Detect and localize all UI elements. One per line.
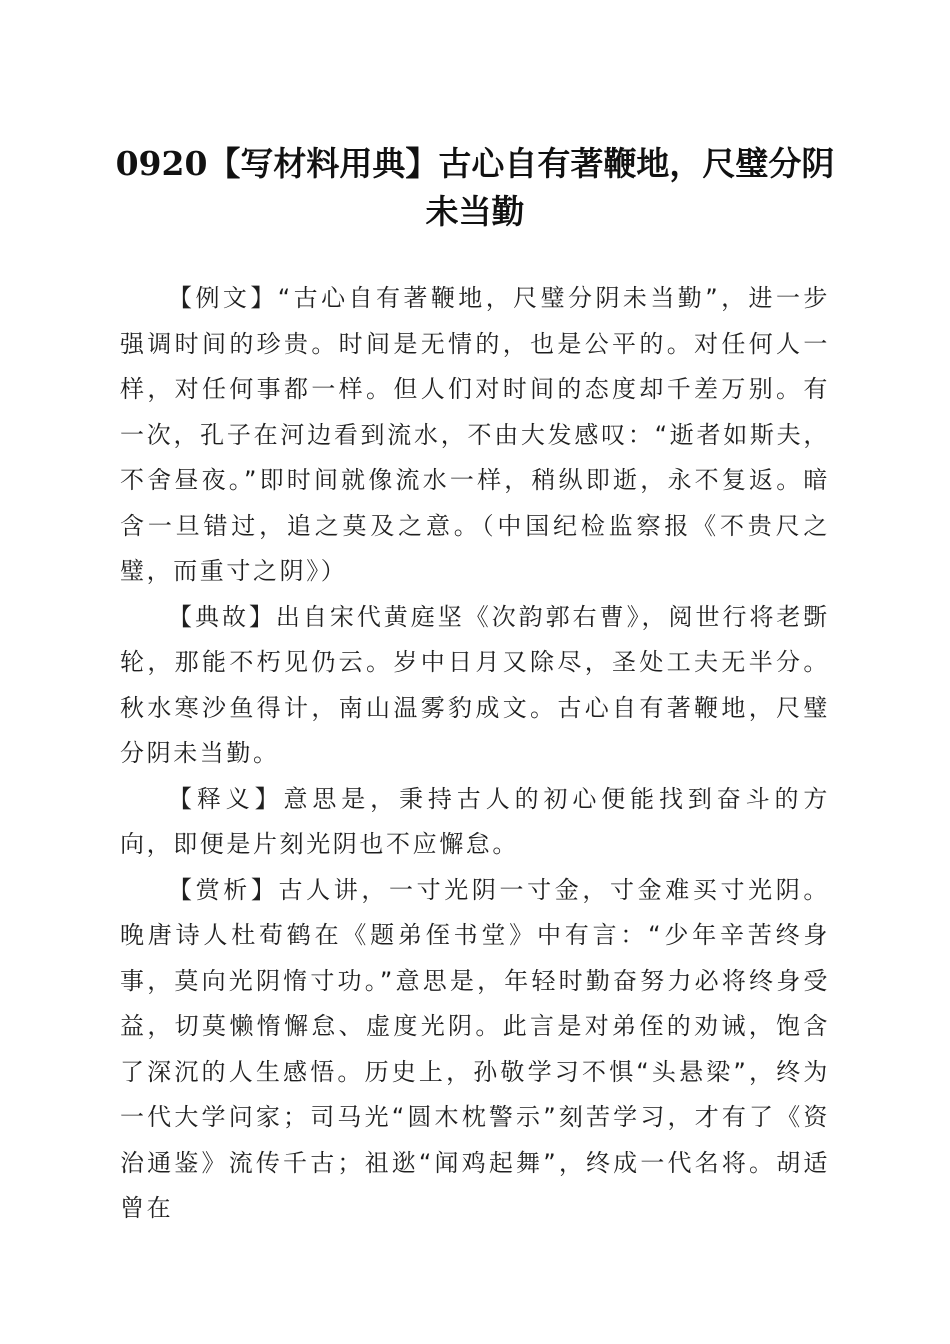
paragraph-example: 【例文】“古心自有著鞭地，尺璧分阴未当勤”，进一步强调时间的珍贵。时间是无情的，也是公平的。对任何人一样，对任何事都一样。但人们对时间的态度却千差万别。有一次，孔子在河边看到流水，不由大发感叹：“逝者如斯夫，不舍昼夜。”即时间就像流水一样，稍纵即逝，永不复返。暗含一旦错过，追之莫及之意。（中国纪检监察报《不贵尺之璧，而重寸之阴》）: [120, 284, 830, 585]
document-body: [120, 276, 830, 1232]
document-title: 0920【写材料用典】古心自有著鞭地，尺璧分阴未当勤: [115, 144, 835, 231]
paragraph-interpretation: 【释义】意思是，秉持古人的初心便能找到奋斗的方向，即便是片刻光阴也不应懈怠。: [120, 784, 830, 858]
paragraph-allusion: 【典故】出自宋代黄庭坚《次韵郭右曹》，阅世行将老斲轮，那能不朽见仍云。岁中日月又除尽，圣处工夫无半分。秋水寒沙鱼得计，南山温雾豹成文。古心自有著鞭地，尺璧分阴未当勤。: [120, 602, 830, 767]
paragraph-appreciation: 【赏析】古人讲，一寸光阴一寸金，寸金难买寸光阴。晚唐诗人杜荀鹤在《题弟侄书堂》中有言：“少年辛苦终身事，莫向光阴惰寸功。”意思是，年轻时勤奋努力必将终身受益，切莫懒惰懈怠、虚度光阴。此言是对弟侄的劝诫，饱含了深沉的人生感悟。历史上，孙敬学习不惧“头悬梁”，终为一代大学问家；司马光“圆木枕警示”刻苦学习，才有了《资治通鉴》流传千古；祖逖“闻鸡起舞”，终成一代名将。胡适曾在: [120, 875, 830, 1222]
